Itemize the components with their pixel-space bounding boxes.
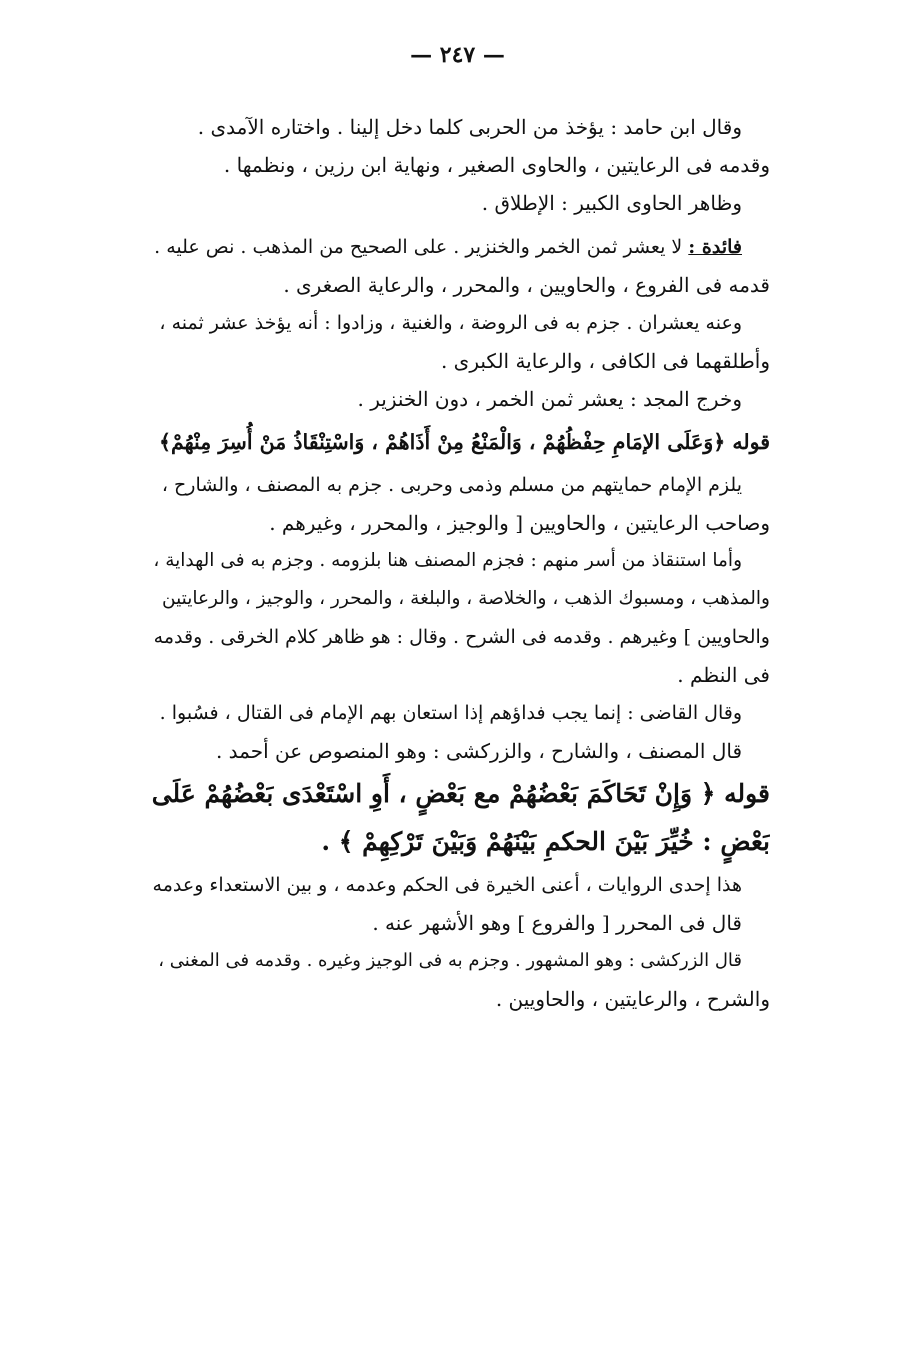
text-line: وأطلقهما فى الكافى ، والرعاية الكبرى . [440, 349, 770, 373]
text-line: وصاحب الرعايتين ، والحاويين [ والوجيز ، والمحرر ، وغيرهم . [269, 511, 770, 535]
text-line: يلزم الإمام حمايتهم من مسلم وذمى وحربى . جزم به المصنف ، والشارح ، [161, 474, 742, 496]
text-line: والحاويين ] وغيرهم . وقدمه فى الشرح . وقال : هو ظاهر كلام الخرقى . وقدمه [153, 626, 770, 648]
text-line: وأما استنقاذ من أسر منهم : فجزم المصنف هنا بلزومه . وجزم به فى الهداية ، [153, 550, 742, 571]
text-line: هذا إحدى الروايات ، أعنى الخيرة فى الحكم وعدمه ، و بين الاستعداء وعدمه [152, 874, 742, 896]
note-heading: فائدة : [688, 236, 742, 258]
text-line: فائدة : لا يعشر ثمن الخمر والخنزير . على الصحيح من المذهب . نص عليه . [154, 236, 742, 258]
text-line: فى النظم . [677, 663, 770, 687]
quoted-text-line: قوله ﴿ وَإِنْ تَحَاكَمَ بَعْضُهُمْ مع بَعْضٍ ، أَوِ اسْتَعْدَى بَعْضُهُمْ عَلَى [151, 779, 770, 808]
text-line: وقدمه فى الرعايتين ، والحاوى الصغير ، ونهاية ابن رزين ، ونظمها . [223, 153, 770, 177]
text-line: قال الزركشى : وهو المشهور . وجزم به فى الوجيز وغيره . وقدمه فى المغنى ، [158, 950, 742, 971]
text-line: والمذهب ، ومسبوك الذهب ، والخلاصة ، والبلغة ، والمحرر ، والوجيز ، والرعايتين [161, 588, 770, 609]
text-line: وخرج المجد : يعشر ثمن الخمر ، دون الخنزير . [357, 387, 742, 411]
quoted-text-line: قوله ﴿وَعَلَى الإمَامِ حِفْظُهُمْ ، وَالْمَنْعُ مِنْ أَذَاهُمْ ، وَاسْتِنْقَاذُ مَنْ أُسِرَ مِنْهُمْ﴾ [158, 430, 770, 454]
text-line: وقال القاضى : إنما يجب فداؤهم إذا استعان بهم الإمام فى القتال ، فسُبوا . [159, 702, 742, 724]
text-line: وظاهر الحاوى الكبير : الإطلاق . [481, 191, 742, 215]
body-text [150, 108, 770, 1018]
text-line: وعنه يعشران . جزم به فى الروضة ، والغنية ، وزادوا : أنه يؤخذ عشر ثمنه ، [159, 312, 742, 334]
text-line: والشرح ، والرعايتين ، والحاويين . [495, 987, 770, 1011]
text-line: وقال ابن حامد : يؤخذ من الحربى كلما دخل إلينا . واختاره الآمدى . [197, 115, 742, 139]
text-line: قال فى المحرر [ والفروع ] وهو الأشهر عنه . [372, 911, 742, 935]
quoted-text-line: بَعْضٍ : خُيِّرَ بَيْنَ الحكمِ بَيْنَهُمْ وَبَيْنَ تَرْكِهِمْ ﴾ . [321, 827, 770, 856]
page-number: — ٢٤٧ — [410, 42, 505, 68]
text-line: قال المصنف ، والشارح ، والزركشى : وهو المنصوص عن أحمد . [215, 739, 742, 763]
text-line: قدمه فى الفروع ، والحاويين ، والمحرر ، والرعاية الصغرى . [283, 273, 770, 297]
